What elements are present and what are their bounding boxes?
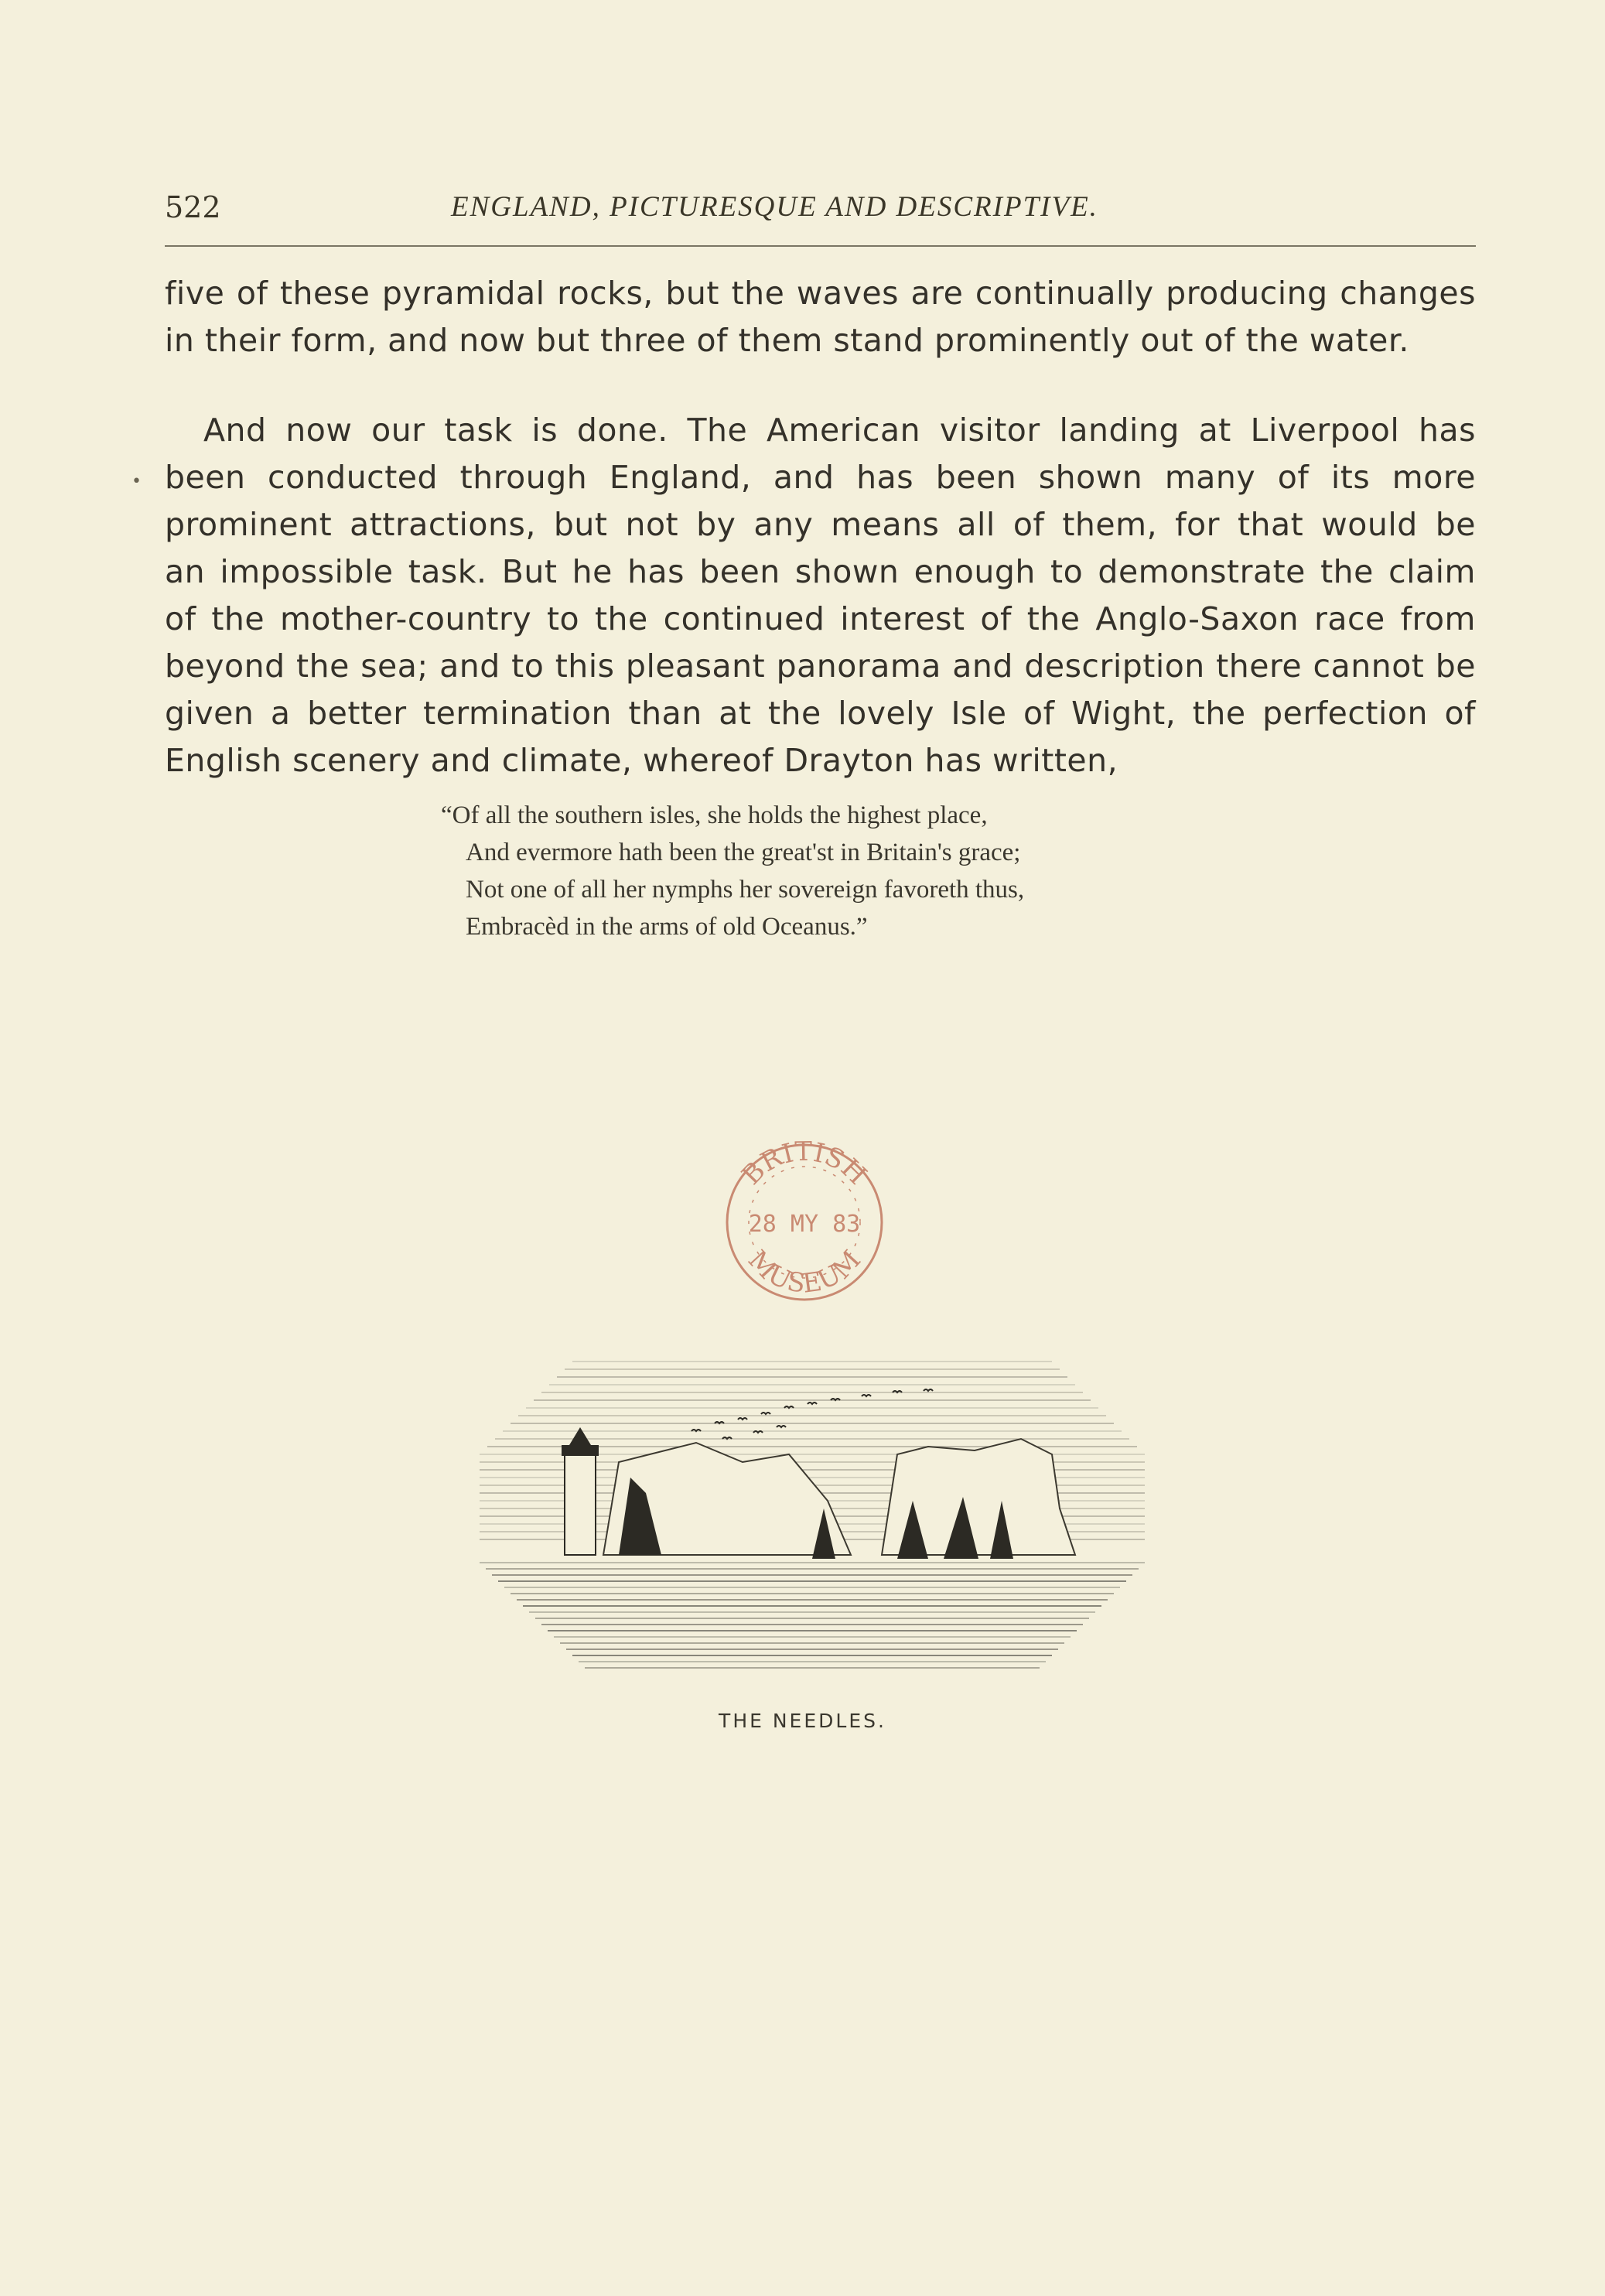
museum-stamp bbox=[719, 1137, 890, 1307]
text-line: prominent attractions, but not by any means all of them, for that would be bbox=[165, 506, 1476, 543]
poem-quotation bbox=[441, 797, 1214, 945]
text-line: in their form, and now but three of them stand prominently out of the water. bbox=[165, 322, 1409, 359]
bird bbox=[761, 1413, 770, 1414]
page-number: 522 bbox=[165, 190, 221, 224]
the-needles-engraving bbox=[464, 1346, 1160, 1686]
paragraph-2 bbox=[165, 407, 1476, 784]
text-line: English scenery and climate, whereof Drayton has written, bbox=[165, 742, 1118, 779]
text-line: of the mother-country to the continued interest of the Anglo-Saxon race from bbox=[165, 600, 1476, 637]
poem-line: Not one of all her nymphs her sovereign favoreth thus, bbox=[466, 876, 1025, 904]
bird bbox=[777, 1426, 786, 1427]
water-hatching bbox=[480, 1563, 1145, 1668]
margin-mark: • bbox=[131, 472, 142, 491]
bird bbox=[862, 1395, 871, 1396]
text-line: And now our task is done. The American visitor landing at Liverpool has bbox=[203, 412, 1476, 449]
stamp-date: 28 MY 83 bbox=[748, 1211, 861, 1238]
header-rule bbox=[165, 245, 1476, 247]
stamp-top-text: BRITISH bbox=[736, 1137, 873, 1191]
illustration-caption: THE NEEDLES. bbox=[719, 1710, 886, 1732]
lighthouse-gallery bbox=[562, 1445, 599, 1456]
stamp-bottom-text: MUSEUM bbox=[742, 1244, 867, 1300]
lighthouse-tower bbox=[565, 1454, 596, 1555]
bird bbox=[924, 1389, 933, 1391]
running-title: ENGLAND, PICTURESQUE AND DESCRIPTIVE. bbox=[451, 191, 1098, 223]
poem-line: Embracèd in the arms of old Oceanus.” bbox=[466, 913, 868, 941]
text-line: been conducted through England, and has been shown many of its more bbox=[165, 459, 1476, 496]
text-line: five of these pyramidal rocks, but the waves are continually producing changes bbox=[165, 275, 1476, 312]
text-line: beyond the sea; and to this pleasant panorama and description there cannot be bbox=[165, 647, 1476, 685]
paragraph-1 bbox=[165, 270, 1476, 364]
bird bbox=[738, 1418, 747, 1420]
lighthouse-lantern bbox=[569, 1427, 591, 1445]
poem-line: And evermore hath been the great'st in Britain's grace; bbox=[466, 839, 1021, 866]
text-line: given a better termination than at the lovely Isle of Wight, the perfection of bbox=[165, 695, 1476, 732]
running-head bbox=[165, 190, 1480, 237]
bird bbox=[808, 1403, 817, 1404]
text-line: an impossible task. But he has been shown enough to demonstrate the claim bbox=[165, 553, 1476, 590]
poem-line: “Of all the southern isles, she holds the highest place, bbox=[441, 801, 988, 829]
